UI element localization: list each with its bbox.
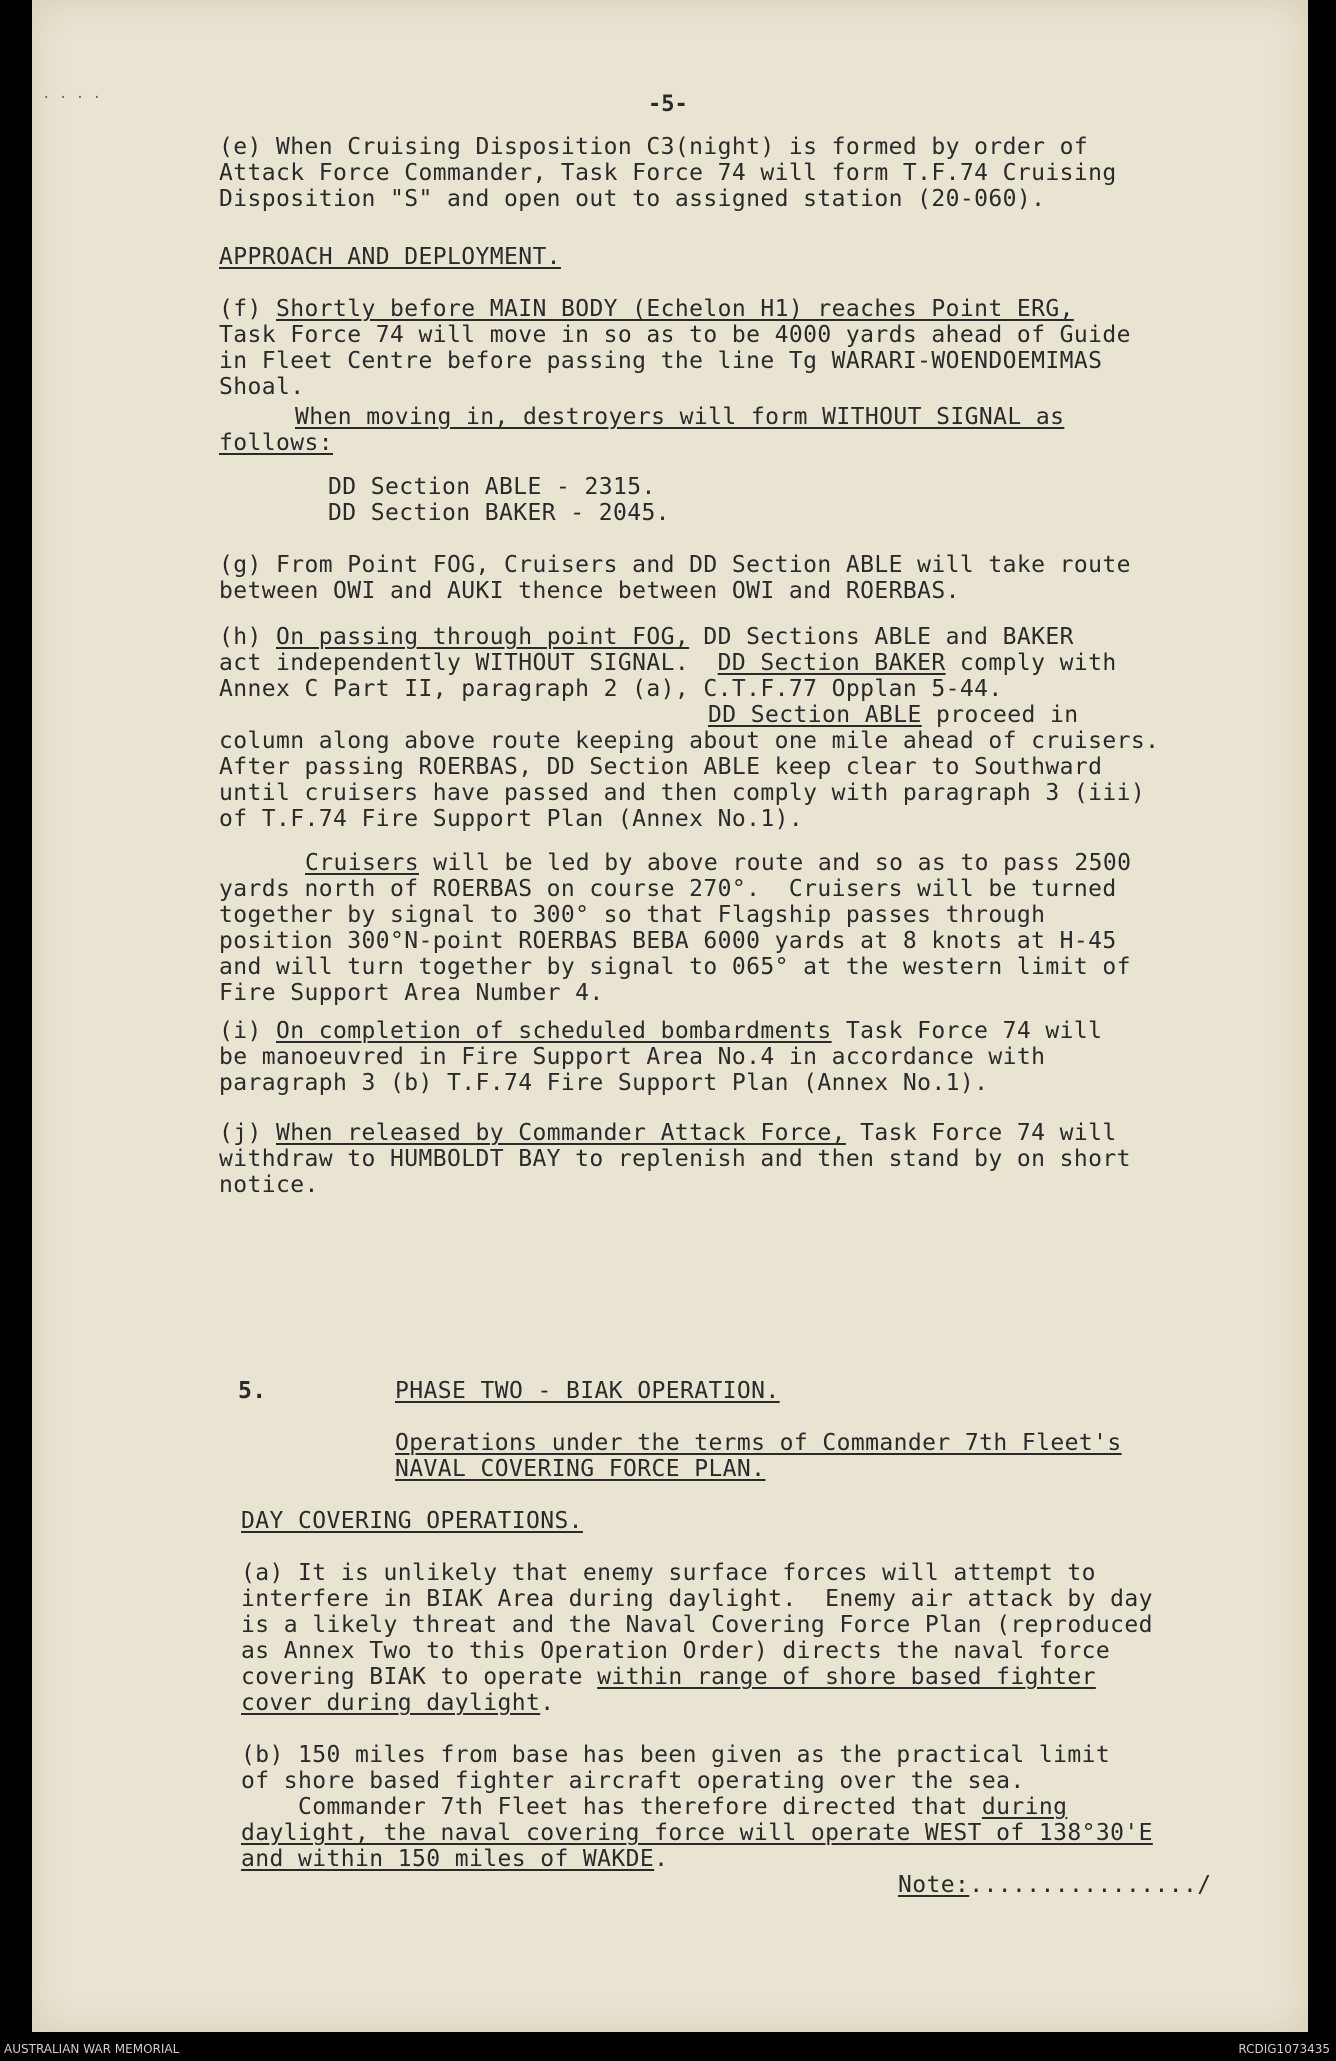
phase-sub1: Operations under the terms of Commander 7th Fleet's bbox=[395, 1430, 1122, 1456]
dd-section-baker: DD Section BAKER - 2045. bbox=[328, 500, 670, 526]
paragraph-h-line2: act independently WITHOUT SIGNAL. DD Section BAKER comply with bbox=[219, 650, 1117, 676]
cruisers-line1: Cruisers will be led by above route and so as to pass 2500 bbox=[305, 850, 1132, 876]
paragraph-j-rest: withdraw to HUMBOLDT BAY to replenish and then stand by on short notice. bbox=[219, 1146, 1131, 1198]
paragraph-e: (e) When Cruising Disposition C3(night) is formed by order of Attack Force Commander, Task Force 74 will form T.F.74 Cruising Disposition "S" and open out to assigned station (20-060). bbox=[219, 134, 1117, 212]
cruisers-rest: yards north of ROERBAS on course 270°. Cruisers will be turned together by signal to 300° so that Flagship passes through position 300°N-point ROERBAS BEBA 6000 yards at 8 knots at H-45 and will turn together by signal to 065° at the western limit of Fire Support Area Number 4. bbox=[219, 876, 1131, 1006]
paragraph-f-follows: follows: bbox=[219, 430, 333, 456]
approach-heading: APPROACH AND DEPLOYMENT. bbox=[219, 244, 561, 270]
phase-sub2: NAVAL COVERING FORCE PLAN. bbox=[395, 1456, 766, 1482]
page-number: -5- bbox=[648, 92, 688, 117]
paragraph-h-line1: (h) On passing through point FOG, DD Sections ABLE and BAKER bbox=[219, 624, 1074, 650]
footer bbox=[0, 2040, 1336, 2060]
margin-marks: · · · · bbox=[42, 90, 102, 106]
paragraph-a-end: cover during daylight. bbox=[241, 1690, 555, 1716]
paragraph-h-line4: DD Section ABLE proceed in bbox=[708, 702, 1079, 728]
paragraph-f-line1: (f) Shortly before MAIN BODY (Echelon H1) reaches Point ERG, bbox=[219, 296, 1074, 322]
paragraph-b-daylight: daylight, the naval covering force will operate WEST of 138°30'E bbox=[241, 1820, 1153, 1846]
phase-heading: PHASE TWO - BIAK OPERATION. bbox=[395, 1378, 780, 1404]
footer-source: AUSTRALIAN WAR MEMORIAL bbox=[4, 2042, 180, 2056]
paragraph-h-rest: column along above route keeping about one mile ahead of cruisers. After passing ROERBAS, DD Section ABLE keep clear to Southward until cruisers have passed and then comply with paragraph 3 (iii) of T.F.74 Fire Support Plan (Annex No.1). bbox=[219, 728, 1160, 832]
paragraph-i-line1: (i) On completion of scheduled bombardments Task Force 74 will bbox=[219, 1018, 1103, 1044]
paragraph-f-rest: Task Force 74 will move in so as to be 4000 yards ahead of Guide in Fleet Centre before passing the line Tg WARARI-WOENDOEMIMAS Shoal. bbox=[219, 322, 1131, 400]
footer-id: RCDIG1073435 bbox=[1238, 2042, 1330, 2056]
paragraph-b-end: and within 150 miles of WAKDE. bbox=[241, 1846, 669, 1872]
paragraph-b: (b) 150 miles from base has been given as the practical limit of shore based fighter aircraft operating over the sea. Commander 7th Fleet has therefore directed that during bbox=[241, 1742, 1111, 1820]
note-line: Note:................/ bbox=[898, 1872, 1212, 1898]
day-covering-heading: DAY COVERING OPERATIONS. bbox=[241, 1508, 583, 1534]
paragraph-g: (g) From Point FOG, Cruisers and DD Section ABLE will take route between OWI and AUKI thence between OWI and ROERBAS. bbox=[219, 552, 1131, 604]
dd-section-able: DD Section ABLE - 2315. bbox=[328, 474, 656, 500]
paragraph-i-rest: be manoeuvred in Fire Support Area No.4 in accordance with paragraph 3 (b) T.F.74 Fire Support Plan (Annex No.1). bbox=[219, 1044, 1046, 1096]
paragraph-a: (a) It is unlikely that enemy surface forces will attempt to interfere in BIAK Area during daylight. Enemy air attack by day is a likely threat and the Naval Covering Force Plan (reproduced as Annex Two to this Operation Order) directs the naval force covering BIAK to operate within range of shore based fighter bbox=[241, 1560, 1153, 1690]
paragraph-j-line1: (j) When released by Commander Attack Force, Task Force 74 will bbox=[219, 1120, 1117, 1146]
paragraph-f-moving: When moving in, destroyers will form WITHOUT SIGNAL as bbox=[295, 404, 1065, 430]
section-number: 5. bbox=[238, 1378, 267, 1404]
paragraph-h-line3: Annex C Part II, paragraph 2 (a), C.T.F.77 Opplan 5-44. bbox=[219, 676, 1003, 702]
